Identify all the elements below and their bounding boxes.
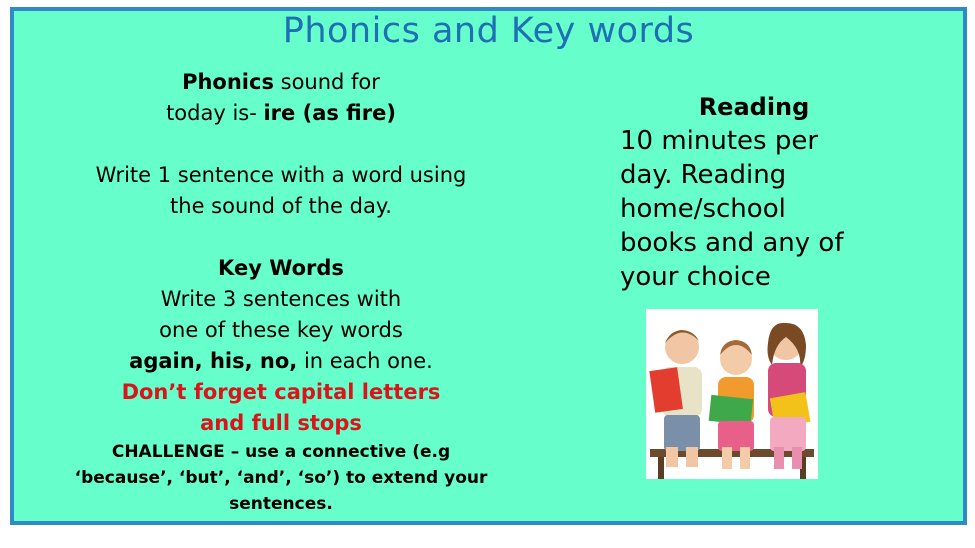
phonics-task-line-2: the sound of the day. <box>170 194 392 218</box>
key-words-heading-text: Key Words <box>218 256 344 280</box>
phonics-keywords-section <box>64 67 498 517</box>
reading-line-4: books and any of <box>620 228 844 258</box>
key-words-line-2: one of these key words <box>159 318 403 342</box>
challenge-line-2: ‘because’, ‘but’, ‘and’, ‘so’) to extend your <box>74 468 488 488</box>
challenge-line-3: sentences. <box>229 494 333 514</box>
key-words-heading <box>64 253 498 284</box>
reading-text <box>620 124 900 294</box>
children-reading-illustration <box>646 309 818 479</box>
reading-line-3: home/school <box>620 194 786 224</box>
phonics-task-line-1: Write 1 sentence with a word using <box>95 163 467 187</box>
phonics-label: Phonics <box>182 70 274 94</box>
reading-line-1: 10 minutes per <box>620 126 819 156</box>
phonics-line-2 <box>64 98 498 129</box>
phonics-line-1 <box>64 67 498 98</box>
phonics-line-2-prefix: today is- <box>166 101 264 125</box>
spacer <box>64 129 498 160</box>
phonics-line-1-rest: sound for <box>273 70 380 94</box>
key-words-line-1: Write 3 sentences with <box>160 287 402 311</box>
phonics-sound: ire (as fire) <box>263 101 396 125</box>
reading-heading: Reading <box>698 93 810 121</box>
key-words-suffix: in each one. <box>297 349 433 373</box>
key-words-list: again, his, no, <box>129 349 298 373</box>
reminder-line-1: Don’t forget capital letters <box>121 380 441 404</box>
reading-line-2: day. Reading <box>620 160 787 190</box>
slide-title: Phonics and Key words <box>282 11 695 51</box>
spacer <box>64 222 498 253</box>
challenge-line-1: CHALLENGE – use a connective (e.g <box>111 442 451 462</box>
reading-line-5: your choice <box>620 262 771 292</box>
slide <box>10 7 967 525</box>
children-reading-photo <box>646 309 818 479</box>
key-words-list-line <box>64 346 498 377</box>
reminder-line-2: and full stops <box>200 411 362 435</box>
